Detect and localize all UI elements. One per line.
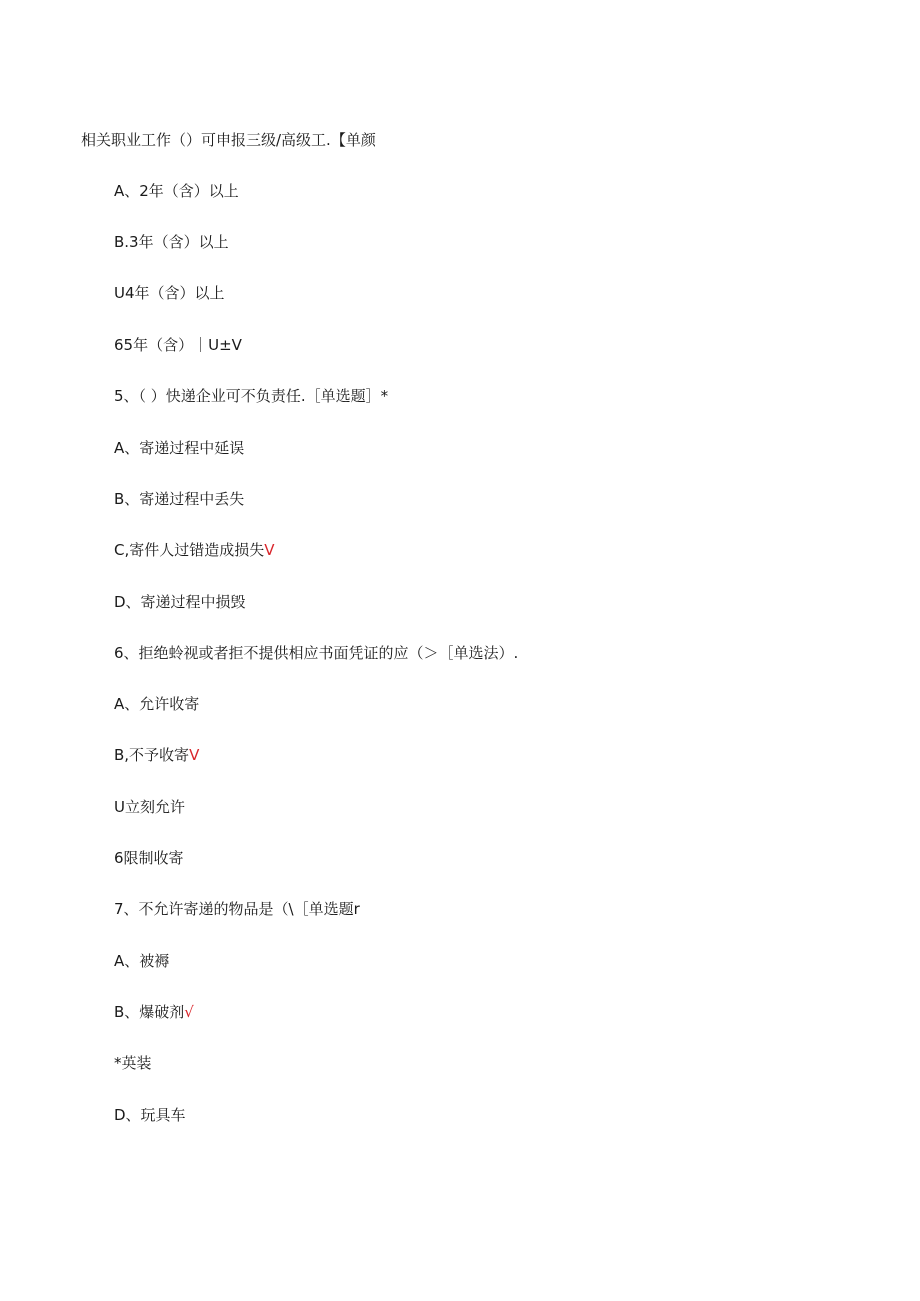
line-text: B、爆破剂 xyxy=(114,1003,185,1021)
question-7-option-c xyxy=(114,1053,152,1073)
question-6-stem xyxy=(114,643,518,663)
line-text: A、被褥 xyxy=(114,952,170,970)
question-4-option-c xyxy=(114,283,225,303)
line-text: 65年（含）｜U±V xyxy=(114,336,242,354)
line-text: 6限制收寄 xyxy=(114,849,184,867)
question-7-option-a xyxy=(114,951,169,971)
line-text: A、寄递过程中延误 xyxy=(114,439,245,457)
line-text: B,不予收寄 xyxy=(114,746,190,764)
correct-check-icon: √ xyxy=(184,1003,194,1021)
question-4-stem xyxy=(81,130,376,150)
question-5-option-b xyxy=(114,489,244,509)
question-7-stem xyxy=(114,899,360,919)
correct-check-icon: V xyxy=(189,746,200,764)
line-text: 相关职业工作（）可申报三级/高级工.【单颜 xyxy=(81,131,376,149)
question-5-option-d xyxy=(114,592,246,612)
question-6-option-a xyxy=(114,694,199,714)
question-5-stem xyxy=(114,386,388,406)
question-6-option-d xyxy=(114,848,184,868)
line-text: 6、拒绝蛉视或者拒不提供相应书面凭证的应（＞［单选法）. xyxy=(114,644,519,662)
line-text: B、寄递过程中丢失 xyxy=(114,490,245,508)
line-text: 5、（ ）快递企业可不负责任.［单选题］* xyxy=(114,387,389,405)
line-text: D、玩具车 xyxy=(114,1106,186,1124)
line-text: D、寄递过程中损毁 xyxy=(114,593,246,611)
question-6-option-b xyxy=(114,745,199,765)
line-text: U立刻允许 xyxy=(114,798,185,816)
line-text: 7、不允许寄递的物品是（\［单选题r xyxy=(114,900,360,918)
question-5-option-a xyxy=(114,438,244,458)
correct-check-icon: V xyxy=(264,541,275,559)
line-text: A、2年（含）以上 xyxy=(114,182,239,200)
line-text: U4年（含）以上 xyxy=(114,284,225,302)
line-text: C,寄件人过错造成损失 xyxy=(114,541,265,559)
question-4-option-d xyxy=(114,335,242,355)
question-4-option-b xyxy=(114,232,229,252)
line-text: A、允许收寄 xyxy=(114,695,200,713)
line-text: B.3年（含）以上 xyxy=(114,233,229,251)
question-5-option-c xyxy=(114,540,275,560)
line-text: *英装 xyxy=(114,1054,152,1072)
question-7-option-d xyxy=(114,1105,186,1125)
question-7-option-b xyxy=(114,1002,194,1022)
question-4-option-a xyxy=(114,181,239,201)
question-6-option-c xyxy=(114,797,185,817)
